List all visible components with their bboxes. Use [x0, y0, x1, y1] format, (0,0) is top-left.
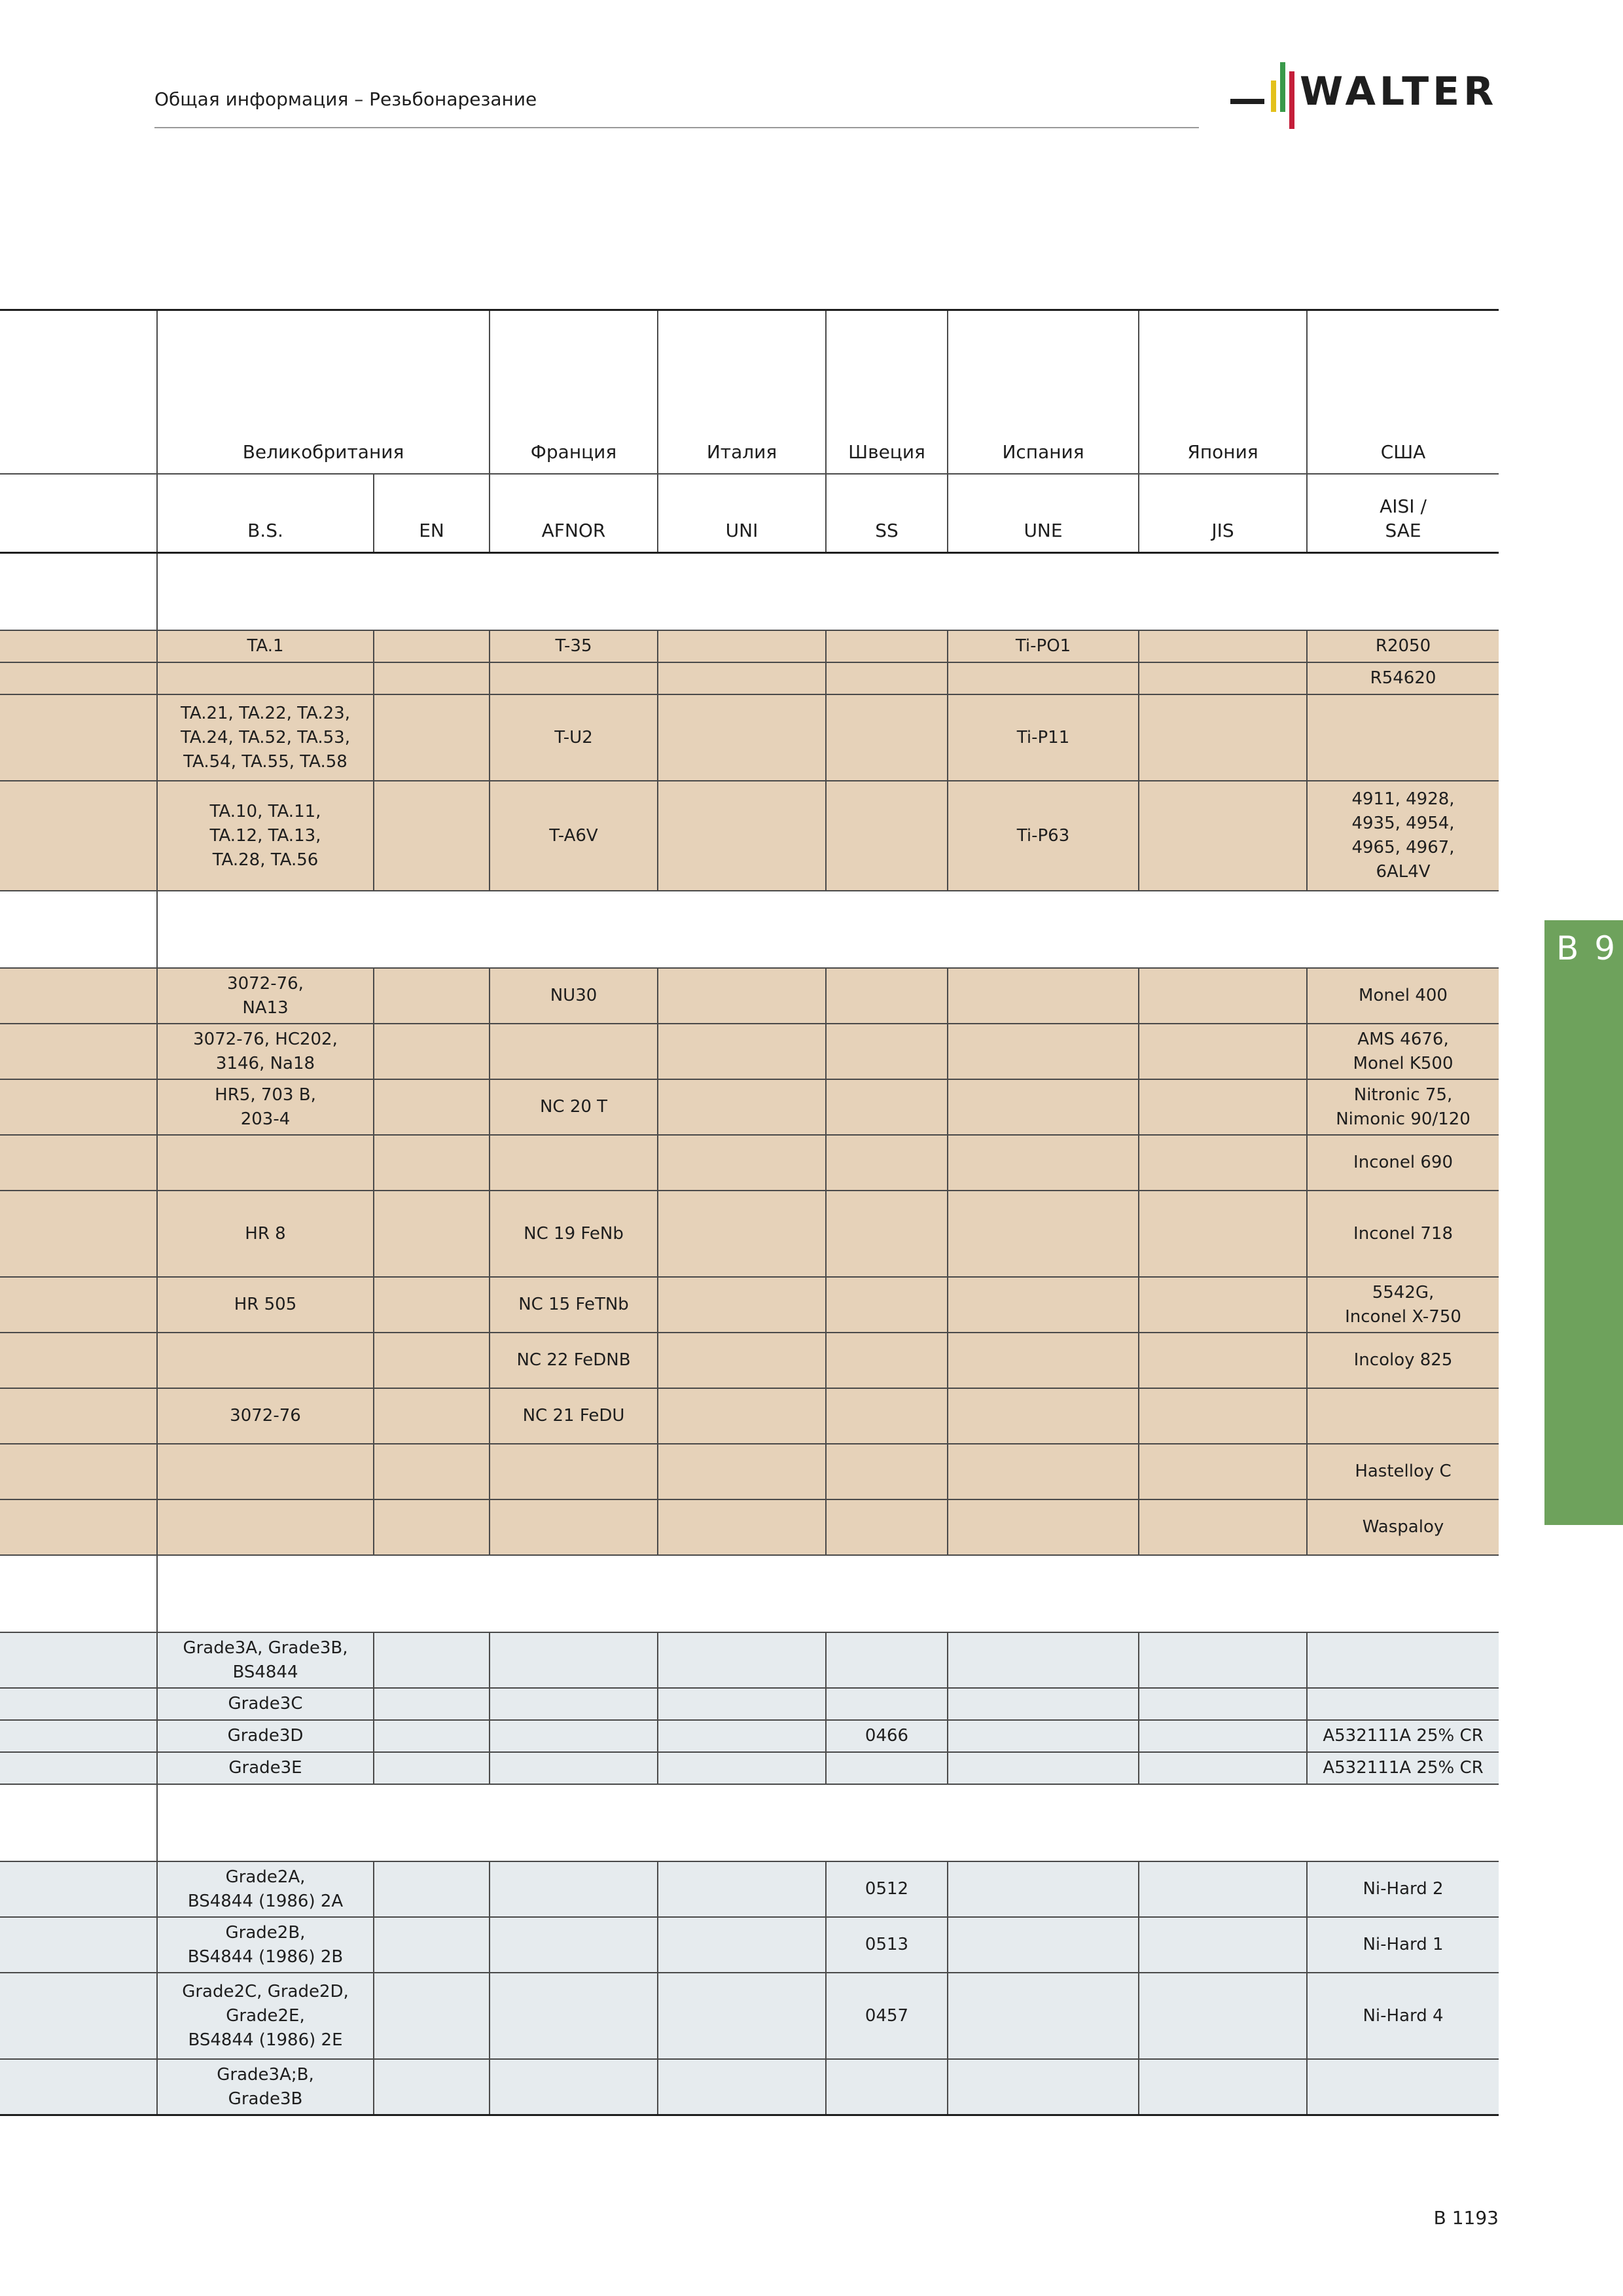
table-cell	[658, 630, 826, 662]
table-cell	[826, 1444, 948, 1499]
table-cell	[826, 694, 948, 781]
table-cell	[658, 1688, 826, 1720]
table-cell	[374, 1720, 490, 1752]
row-label-cell	[0, 1079, 157, 1135]
table-cell	[826, 630, 948, 662]
table-row	[0, 1333, 1499, 1388]
table-cell: 4911, 4928, 4935, 4954, 4965, 4967, 6AL4V	[1307, 781, 1499, 891]
table-cell	[948, 1191, 1139, 1277]
standard-aisi-sae: AISI / SAE	[1307, 474, 1499, 553]
section-label-cell	[0, 891, 157, 968]
table-cell	[374, 662, 490, 694]
table-cell	[374, 1135, 490, 1191]
table-cell	[826, 662, 948, 694]
table-cell	[374, 630, 490, 662]
table-cell	[948, 1752, 1139, 1784]
table-cell	[1139, 1917, 1307, 1973]
table-cell	[1139, 1861, 1307, 1917]
section-tab	[1544, 920, 1623, 1525]
table-cell: HR 8	[157, 1191, 374, 1277]
table-cell: Ni-Hard 2	[1307, 1861, 1499, 1917]
table-cell: Grade3C	[157, 1688, 374, 1720]
table-cell	[658, 781, 826, 891]
table-cell	[1139, 1388, 1307, 1444]
table-cell: Grade2B, BS4844 (1986) 2B	[157, 1917, 374, 1973]
standard-bs: B.S.	[157, 474, 374, 553]
table-cell	[490, 1688, 658, 1720]
page-number: B 1193	[1433, 2207, 1499, 2229]
table-cell	[1139, 1973, 1307, 2059]
table-cell: TA.10, TA.11, TA.12, TA.13, TA.28, TA.56	[157, 781, 374, 891]
table-row	[0, 1752, 1499, 1784]
table-cell: 0513	[826, 1917, 948, 1973]
row-label-cell	[0, 1444, 157, 1499]
table-cell: Nitronic 75, Nimonic 90/120	[1307, 1079, 1499, 1135]
table-cell	[374, 968, 490, 1024]
table-cell	[374, 1752, 490, 1784]
table-cell: Ni-Hard 1	[1307, 1917, 1499, 1973]
row-label-cell	[0, 1973, 157, 2059]
table-cell	[490, 1024, 658, 1079]
table-row	[0, 968, 1499, 1024]
table-cell	[1139, 1632, 1307, 1688]
table-cell	[1307, 694, 1499, 781]
table-cell: Grade2C, Grade2D, Grade2E, BS4844 (1986) 2E	[157, 1973, 374, 2059]
table-cell: NC 22 FeDNB	[490, 1333, 658, 1388]
table-cell: NU30	[490, 968, 658, 1024]
table-cell	[374, 1079, 490, 1135]
country-sweden: Швеция	[826, 310, 948, 475]
table-cell	[658, 1917, 826, 1973]
table-row	[0, 1917, 1499, 1973]
table-cell: Hastelloy C	[1307, 1444, 1499, 1499]
row-label-cell	[0, 1720, 157, 1752]
table-cell	[490, 1720, 658, 1752]
header-blank	[0, 474, 157, 553]
table-cell: Grade3D	[157, 1720, 374, 1752]
table-cell: 0457	[826, 1973, 948, 2059]
page-header-title: Общая информация – Резьбонарезание	[154, 88, 537, 110]
table-cell	[948, 1135, 1139, 1191]
table-row	[0, 1024, 1499, 1079]
section-spacer-cell	[157, 1555, 1499, 1632]
table-cell	[490, 662, 658, 694]
table-row	[0, 1720, 1499, 1752]
table-row	[0, 1277, 1499, 1333]
table-cell: Grade3A, Grade3B, BS4844	[157, 1632, 374, 1688]
table-cell	[658, 1333, 826, 1388]
row-label-cell	[0, 1277, 157, 1333]
table-row	[0, 1079, 1499, 1135]
table-cell	[374, 1973, 490, 2059]
table-cell: Ti-P63	[948, 781, 1139, 891]
table-cell: Monel 400	[1307, 968, 1499, 1024]
table-cell: 3072-76	[157, 1388, 374, 1444]
row-label-cell	[0, 1135, 157, 1191]
table-cell	[826, 1752, 948, 1784]
table-cell	[157, 1444, 374, 1499]
table-row	[0, 1191, 1499, 1277]
table-cell	[948, 1388, 1139, 1444]
table-cell: 0512	[826, 1861, 948, 1917]
table-cell	[490, 1861, 658, 1917]
table-cell	[374, 781, 490, 891]
table-cell	[826, 1688, 948, 1720]
table-cell: AMS 4676, Monel K500	[1307, 1024, 1499, 1079]
country-japan: Япония	[1139, 310, 1307, 475]
country-uk: Великобритания	[157, 310, 490, 475]
table-cell	[374, 1024, 490, 1079]
table-cell: NC 21 FeDU	[490, 1388, 658, 1444]
table-cell	[658, 1499, 826, 1555]
section-spacer-cell	[157, 553, 1499, 631]
table-cell	[1139, 1024, 1307, 1079]
row-label-cell	[0, 1752, 157, 1784]
table-cell	[1139, 1277, 1307, 1333]
table-row	[0, 1499, 1499, 1555]
table-cell	[374, 1917, 490, 1973]
table-row	[0, 2059, 1499, 2115]
table-cell: NC 19 FeNb	[490, 1191, 658, 1277]
table-cell: 3072-76, NA13	[157, 968, 374, 1024]
standard-une: UNE	[948, 474, 1139, 553]
table-cell	[658, 1388, 826, 1444]
table-cell	[1139, 968, 1307, 1024]
row-label-cell	[0, 1917, 157, 1973]
section-separator-row	[0, 1555, 1499, 1632]
table-cell	[490, 1632, 658, 1688]
standard-en: EN	[374, 474, 490, 553]
table-cell: Waspaloy	[1307, 1499, 1499, 1555]
table-row	[0, 630, 1499, 662]
table-cell	[658, 1752, 826, 1784]
table-cell	[826, 1499, 948, 1555]
row-label-cell	[0, 1861, 157, 1917]
table-row	[0, 1135, 1499, 1191]
table-row	[0, 1688, 1499, 1720]
table-row	[0, 662, 1499, 694]
logo-wordmark: WALTER	[1300, 69, 1498, 115]
table-cell	[948, 1720, 1139, 1752]
section-spacer-cell	[157, 1784, 1499, 1861]
table-cell: T-35	[490, 630, 658, 662]
table-cell: A532111A 25% CR	[1307, 1752, 1499, 1784]
row-label-cell	[0, 1024, 157, 1079]
table-cell: Grade2A, BS4844 (1986) 2A	[157, 1861, 374, 1917]
table-cell	[1139, 1333, 1307, 1388]
table-cell: Incoloy 825	[1307, 1333, 1499, 1388]
section-label-cell	[0, 1784, 157, 1861]
table-cell: 3072-76, HC202, 3146, Na18	[157, 1024, 374, 1079]
row-label-cell	[0, 1191, 157, 1277]
table-cell	[658, 1720, 826, 1752]
table-cell	[490, 2059, 658, 2115]
table-cell	[1139, 662, 1307, 694]
table-cell: 5542G, Inconel X-750	[1307, 1277, 1499, 1333]
row-label-cell	[0, 630, 157, 662]
table-cell	[374, 1444, 490, 1499]
table-cell	[1139, 630, 1307, 662]
table-cell: R54620	[1307, 662, 1499, 694]
table-row	[0, 781, 1499, 891]
table-cell	[826, 1632, 948, 1688]
table-cell	[948, 1444, 1139, 1499]
table-cell	[658, 1135, 826, 1191]
row-label-cell	[0, 1688, 157, 1720]
country-france: Франция	[490, 310, 658, 475]
table-row	[0, 1444, 1499, 1499]
logo-bar-red	[1289, 71, 1294, 129]
row-label-cell	[0, 968, 157, 1024]
table-cell	[826, 1388, 948, 1444]
table-cell	[948, 1079, 1139, 1135]
table-row	[0, 1632, 1499, 1688]
country-italy: Италия	[658, 310, 826, 475]
table-cell	[374, 1632, 490, 1688]
table-cell	[1139, 1079, 1307, 1135]
standard-jis: JIS	[1139, 474, 1307, 553]
table-cell	[658, 968, 826, 1024]
table-cell	[948, 968, 1139, 1024]
table-cell	[658, 662, 826, 694]
table-cell	[948, 1333, 1139, 1388]
section-label-cell	[0, 1555, 157, 1632]
table-cell	[374, 694, 490, 781]
table-cell	[948, 1499, 1139, 1555]
table-cell	[490, 1499, 658, 1555]
table-cell	[948, 1024, 1139, 1079]
table-row	[0, 694, 1499, 781]
row-label-cell	[0, 1499, 157, 1555]
table-cell	[1139, 781, 1307, 891]
table-cell: HR5, 703 B, 203-4	[157, 1079, 374, 1135]
table-cell	[374, 1499, 490, 1555]
table-cell: Inconel 690	[1307, 1135, 1499, 1191]
table-cell	[948, 1861, 1139, 1917]
section-tab-label: B 9	[1556, 929, 1618, 967]
table-cell	[157, 1333, 374, 1388]
table-cell	[490, 1752, 658, 1784]
table-cell	[1307, 1688, 1499, 1720]
table-cell	[658, 1632, 826, 1688]
section-spacer-cell	[157, 891, 1499, 968]
table-cell	[1139, 1688, 1307, 1720]
header-rule	[154, 127, 1199, 128]
table-cell: 0466	[826, 1720, 948, 1752]
table-cell	[157, 1135, 374, 1191]
section-separator-row	[0, 891, 1499, 968]
table-cell	[1139, 2059, 1307, 2115]
table-cell	[157, 1499, 374, 1555]
table-cell: T-U2	[490, 694, 658, 781]
table-cell	[658, 2059, 826, 2115]
table-cell	[658, 1191, 826, 1277]
table-cell	[1139, 1499, 1307, 1555]
standard-afnor: AFNOR	[490, 474, 658, 553]
table-cell	[1307, 2059, 1499, 2115]
table-cell	[374, 1861, 490, 1917]
table-cell: Ti-P11	[948, 694, 1139, 781]
table-cell	[374, 1277, 490, 1333]
table-cell: Ti-PO1	[948, 630, 1139, 662]
table-cell: R2050	[1307, 630, 1499, 662]
table-cell	[658, 1861, 826, 1917]
row-label-cell	[0, 781, 157, 891]
table-cell	[826, 2059, 948, 2115]
row-label-cell	[0, 662, 157, 694]
table-cell	[826, 1333, 948, 1388]
table-cell	[948, 662, 1139, 694]
country-usa: США	[1307, 310, 1499, 475]
country-spain: Испания	[948, 310, 1139, 475]
section-separator-row	[0, 1784, 1499, 1861]
table-cell	[1139, 1444, 1307, 1499]
table-cell	[1307, 1388, 1499, 1444]
table-cell	[826, 1024, 948, 1079]
row-label-cell	[0, 1388, 157, 1444]
table-row	[0, 1861, 1499, 1917]
table-cell	[490, 1444, 658, 1499]
table-cell: Ni-Hard 4	[1307, 1973, 1499, 2059]
header-blank	[0, 310, 157, 475]
logo-bar-green	[1280, 62, 1285, 112]
walter-logo	[1228, 61, 1503, 132]
table-cell	[658, 1079, 826, 1135]
table-cell	[1139, 1752, 1307, 1784]
table-cell	[826, 968, 948, 1024]
table-cell	[1307, 1632, 1499, 1688]
table-row	[0, 1973, 1499, 2059]
standard-uni: UNI	[658, 474, 826, 553]
table-cell	[948, 1973, 1139, 2059]
table-cell	[490, 1973, 658, 2059]
table-cell	[490, 1917, 658, 1973]
table-cell	[948, 1688, 1139, 1720]
table-cell	[948, 1632, 1139, 1688]
logo-bar-black	[1230, 99, 1264, 104]
table-cell	[374, 1191, 490, 1277]
row-label-cell	[0, 694, 157, 781]
table-cell	[658, 694, 826, 781]
section-label-cell	[0, 553, 157, 631]
section-separator-row	[0, 553, 1499, 631]
table-cell: TA.1	[157, 630, 374, 662]
table-cell: NC 15 FeTNb	[490, 1277, 658, 1333]
table-cell	[948, 2059, 1139, 2115]
table-cell	[1139, 1720, 1307, 1752]
table-cell	[948, 1277, 1139, 1333]
table-cell	[157, 662, 374, 694]
row-label-cell	[0, 2059, 157, 2115]
table-cell	[374, 1388, 490, 1444]
table-cell: Grade3E	[157, 1752, 374, 1784]
table-cell: A532111A 25% CR	[1307, 1720, 1499, 1752]
table-cell: NC 20 T	[490, 1079, 658, 1135]
table-cell	[1139, 694, 1307, 781]
table-cell	[1139, 1135, 1307, 1191]
table-cell: T-A6V	[490, 781, 658, 891]
table-cell	[948, 1917, 1139, 1973]
standard-ss: SS	[826, 474, 948, 553]
row-label-cell	[0, 1632, 157, 1688]
row-label-cell	[0, 1333, 157, 1388]
table-cell	[1139, 1191, 1307, 1277]
logo-bar-yellow	[1271, 81, 1276, 112]
table-cell	[826, 1135, 948, 1191]
table-cell	[826, 1277, 948, 1333]
table-cell	[826, 1079, 948, 1135]
table-cell	[658, 1277, 826, 1333]
table-cell	[826, 781, 948, 891]
material-standards-table	[0, 309, 1499, 2116]
table-cell: TA.21, TA.22, TA.23, TA.24, TA.52, TA.53, TA.54, TA.55, TA.58	[157, 694, 374, 781]
table-cell	[374, 1688, 490, 1720]
table-cell	[658, 1444, 826, 1499]
table-cell: HR 505	[157, 1277, 374, 1333]
table-cell: Inconel 718	[1307, 1191, 1499, 1277]
table-cell	[490, 1135, 658, 1191]
table-row	[0, 1388, 1499, 1444]
table-cell	[374, 2059, 490, 2115]
table-cell: Grade3A;B, Grade3B	[157, 2059, 374, 2115]
table-cell	[658, 1024, 826, 1079]
table-cell	[658, 1973, 826, 2059]
table-cell	[374, 1333, 490, 1388]
table-cell	[826, 1191, 948, 1277]
